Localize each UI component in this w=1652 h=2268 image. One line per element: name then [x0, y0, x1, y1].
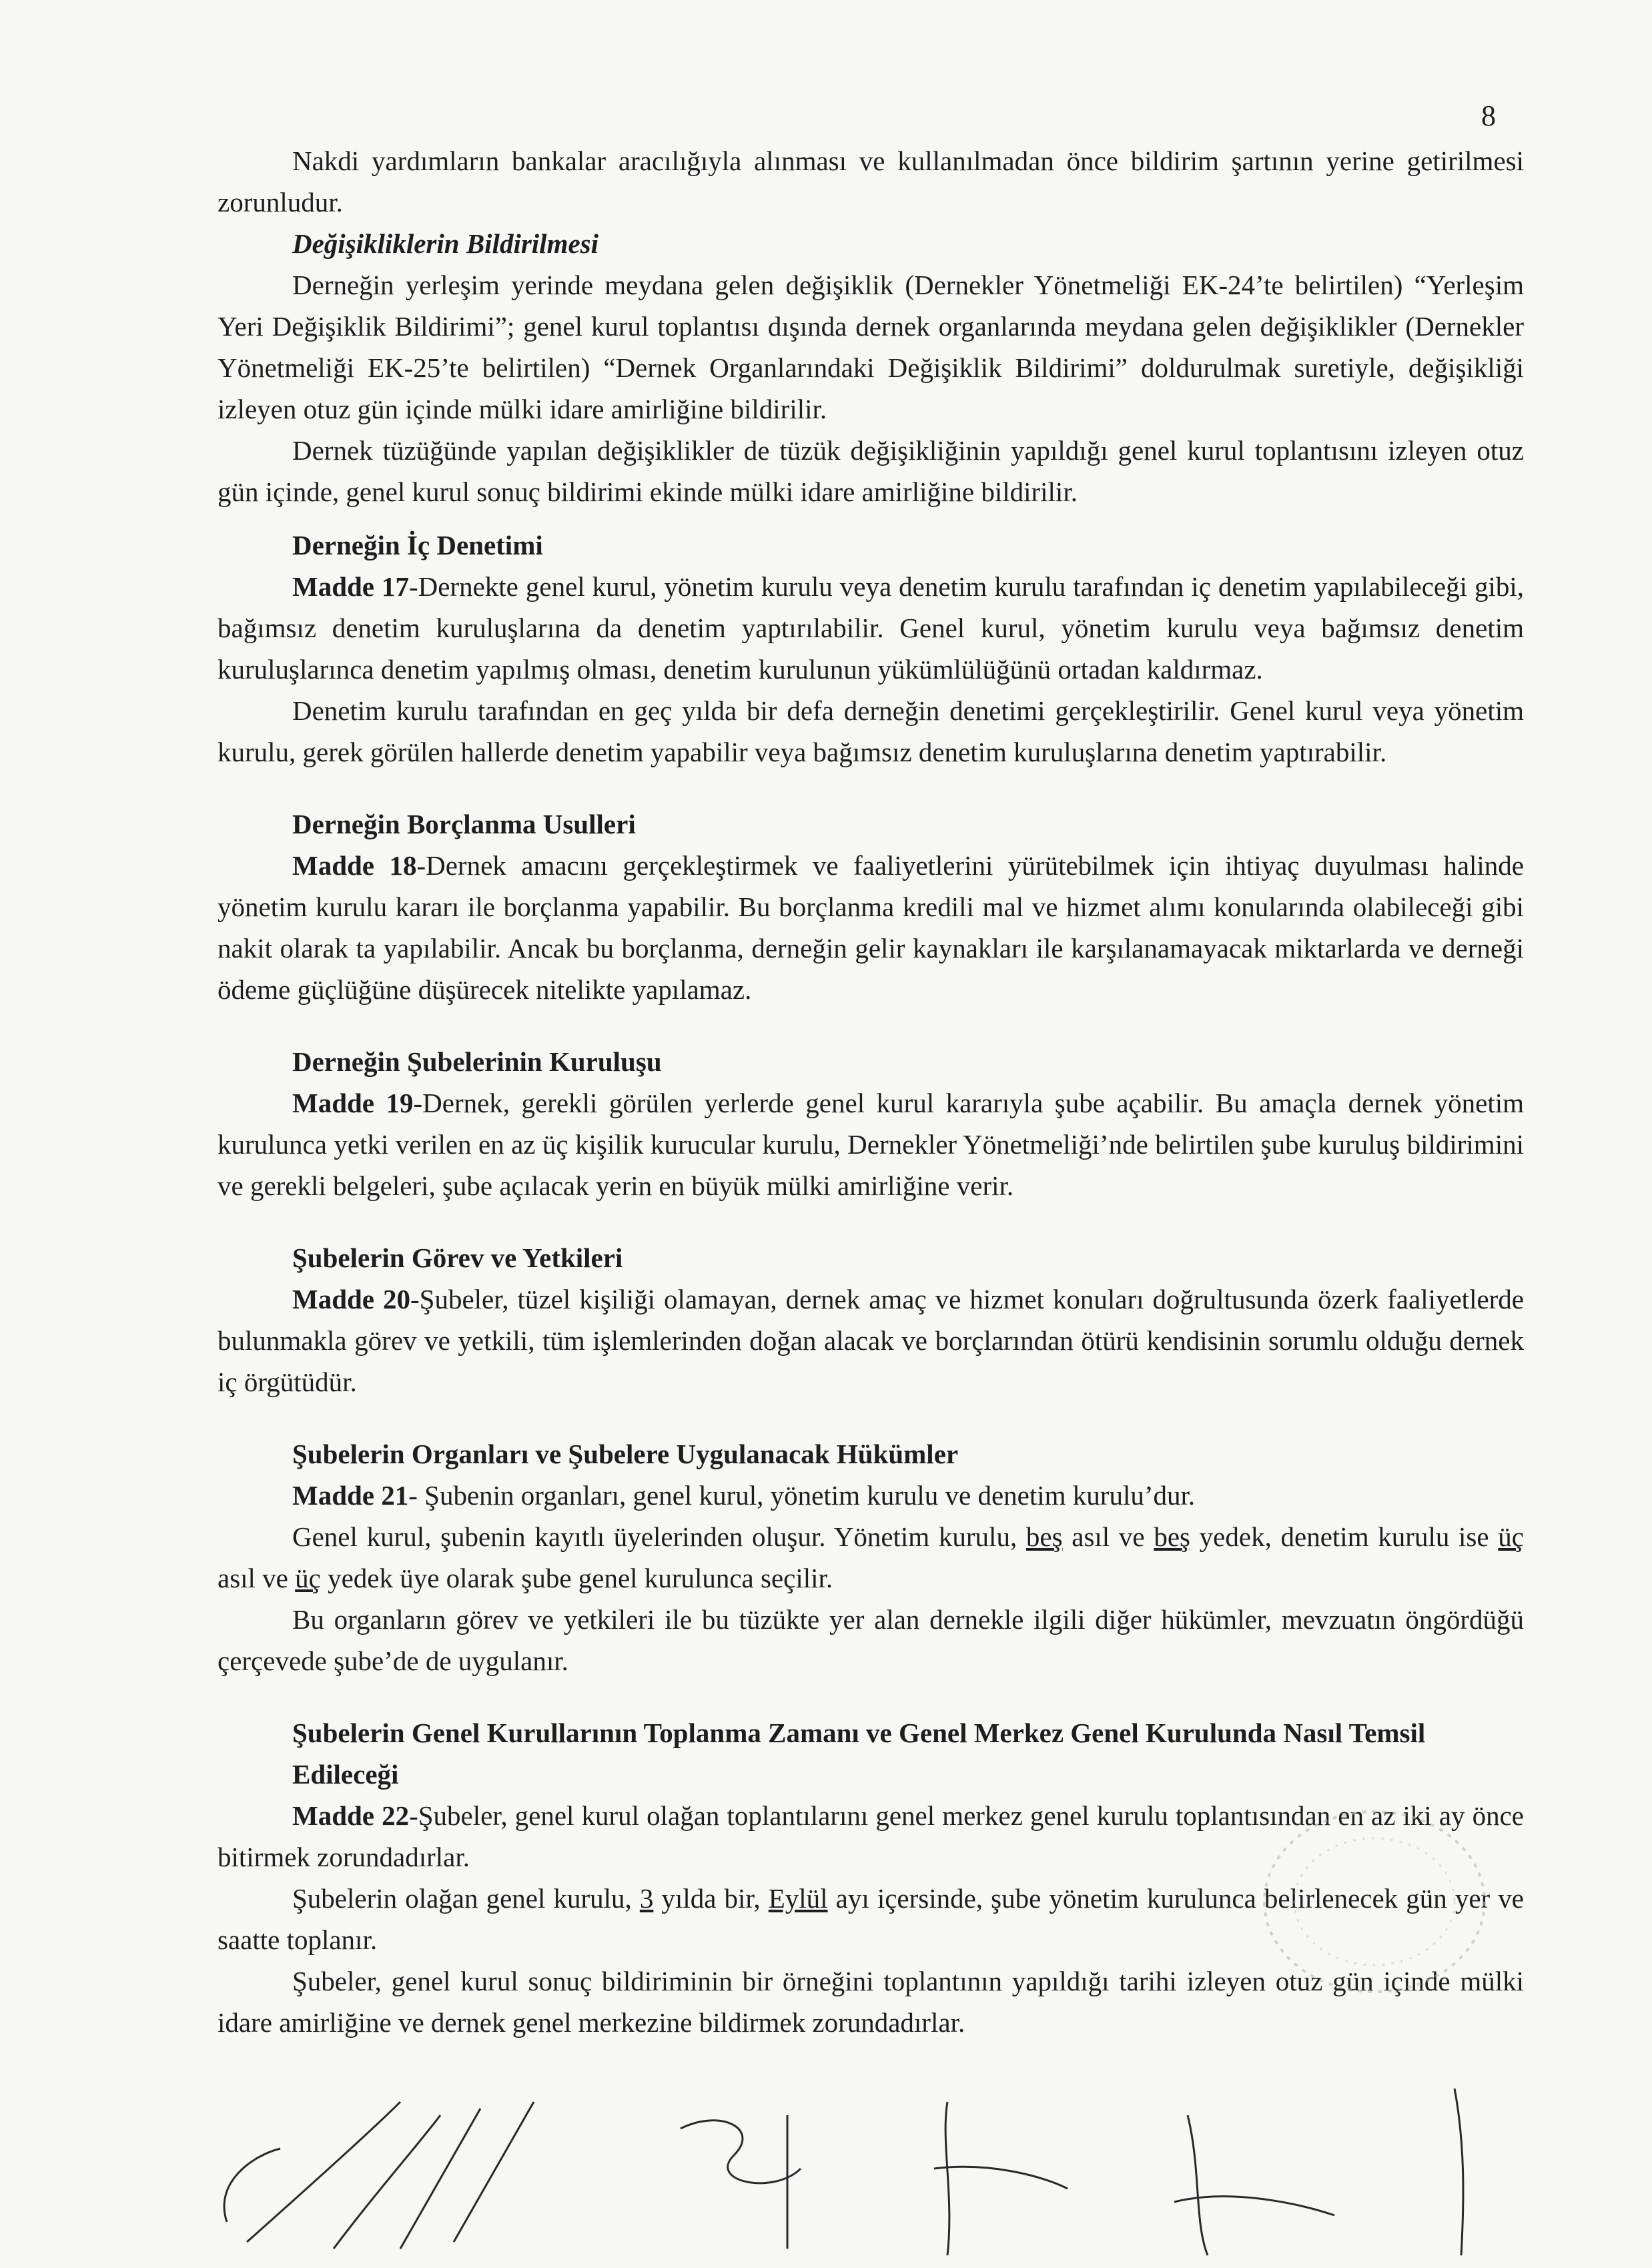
article-18-label: Madde 18	[292, 850, 417, 881]
article-20	[218, 1278, 1524, 1403]
paragraph-organ-gorevleri: Bu organların görev ve yetkileri ile bu tüzükte yer alan dernekle ilgili diğer hükümler, mevzuatın öngördüğü çerçevede şube’de de uygulanır.	[218, 1604, 1524, 1676]
text-fragment: yedek üye olarak şube genel kurulunca seçilir.	[320, 1563, 833, 1593]
heading-sube-genel-kurul: Şubelerin Genel Kurullarının Toplanma Zamanı ve Genel Merkez Genel Kurulunda Nasıl Temsil Edileceği	[292, 1718, 1426, 1790]
article-17	[218, 566, 1524, 690]
article-18	[218, 845, 1524, 1010]
faded-stamp	[1254, 1802, 1495, 2002]
paragraph-tuzuk-degisikligi: Dernek tüzüğünde yapılan değişiklikler de tüzük değişikliğinin yapıldığı genel kurul toplantısını izleyen otuz gün içinde, genel kurul sonuç bildirimi ekinde mülki idare amirliğine bildirilir.	[218, 435, 1524, 507]
article-18-text: -Dernek amacını gerçekleştirmek ve faaliyetlerini yürütebilmek için ihtiyaç duyulması halinde yönetim kurulu kararı ile borçlanma yapabilir. Bu borçlanma kredili mal ve hizmet alımı konularında olabileceği gibi nakit olarak ta yapılabilir. Ancak bu borçlanma, derneğin gelir kaynakları ile karşılanamayacak miktarlarda ve derneği ödeme güçlüğüne düşürecek nitelikte yapılamaz.	[218, 850, 1525, 1005]
text-fragment: Şubelerin olağan genel kurulu,	[292, 1883, 640, 1914]
paragraph-denetim-kurulu: Denetim kurulu tarafından en geç yılda bir defa derneğin denetimi gerçekleştirilir. Genel kurul veya yönetim kurulu, gerek görülen hallerde denetim yapabilir veya bağımsız denetim kuruluşlarına denetim yaptırabilir.	[218, 695, 1524, 767]
underlined-count: beş	[1154, 1521, 1190, 1552]
underlined-count: beş	[1025, 1521, 1063, 1552]
article-22-label: Madde 22	[292, 1800, 410, 1831]
text-fragment: asıl ve	[218, 1563, 296, 1593]
article-19-text: -Dernek, gerekli görülen yerlerde genel kurul kararıyla şube açabilir. Bu amaçla dernek yönetim kurulunca yetki verilen en az üç kişilik kurucular kurulu, Dernekler Yönetmeliği’nde belirtilen şube kuruluş bildirimini ve gerekli belgeleri, şube açılacak yerin en büyük mülki amirliğine verir.	[218, 1088, 1525, 1201]
text-fragment: yedek, denetim kurulu ise	[1190, 1521, 1499, 1552]
article-19-label: Madde 19	[292, 1088, 414, 1118]
article-20-label: Madde 20	[292, 1284, 410, 1314]
paragraph-degisiklik-bildirimi: Derneğin yerleşim yerinde meydana gelen değişiklik (Dernekler Yönetmeliği EK-24’te belirtilen) “Yerleşim Yeri Değişiklik Bildirimi”; genel kurul toplantısı dışında dernek organlarında meydana gelen değişiklikler (Dernekler Yönetmeliği EK-25’te belirtilen) “Dernek Organlarındaki Değişiklik Bildirimi” doldurulmak suretiyle, değişikliği izleyen otuz gün içinde mülki idare amirliğine bildirilir.	[218, 270, 1524, 424]
underlined-month: Eylül	[768, 1883, 828, 1914]
paragraph-sonuc-bildirimi: Şubeler, genel kurul sonuç bildiriminin bir örneğini toplantının yapıldığı tarihi izleyen otuz gün içinde mülki idare amirliğine ve dernek genel merkezine bildirmek zorundadırlar.	[218, 1966, 1524, 2038]
underlined-count: üç	[1498, 1521, 1524, 1552]
heading-degisikliklerin-bildirilmesi: Değişikliklerin Bildirilmesi	[292, 228, 599, 259]
paragraph-sube-kurullar	[218, 1516, 1524, 1599]
text-fragment: Genel kurul, şubenin kayıtlı üyelerinden oluşur. Yönetim kurulu,	[292, 1521, 1026, 1552]
heading-borclanma-usulleri: Derneğin Borçlanma Usulleri	[292, 809, 636, 839]
article-21	[218, 1475, 1524, 1516]
text-fragment: yılda bir,	[653, 1883, 769, 1914]
underlined-year-count: 3	[639, 1883, 654, 1914]
page-number: 8	[1481, 99, 1496, 132]
text-fragment: ayı içersinde, şube yönetim kurulunca belirlenecek gün yer ve saatte toplanır.	[218, 1883, 1524, 1955]
handwritten-signatures	[200, 2089, 1468, 2262]
underlined-count: üç	[295, 1563, 321, 1593]
heading-sube-organlari: Şubelerin Organları ve Şubelere Uygulanacak Hükümler	[292, 1439, 959, 1469]
article-20-text: -Şubeler, tüzel kişiliği olamayan, dernek amaç ve hizmet konuları doğrultusunda özerk faaliyetlerde bulunmakla görev ve yetkili, tüm işlemlerinden doğan alacak ve borçlarından ötürü kendisinin sorumlu olduğu dernek iç örgütüdür.	[218, 1284, 1525, 1397]
article-22-text: -Şubeler, genel kurul olağan toplantılarını genel merkez genel kurulu toplantısından en az iki ay önce bitirmek zorundadırlar.	[218, 1800, 1524, 1872]
document-body	[218, 140, 1524, 2043]
article-17-label: Madde 17	[292, 571, 409, 602]
article-21-label: Madde 21	[292, 1480, 409, 1511]
heading-sube-gorev-yetki: Şubelerin Görev ve Yetkileri	[292, 1242, 623, 1273]
article-21-text: - Şubenin organları, genel kurul, yönetim kurulu ve denetim kurulu’dur.	[408, 1480, 1196, 1511]
paragraph-nakdi-yardim: Nakdi yardımların bankalar aracılığıyla alınması ve kullanılmadan önce bildirim şartının yerine getirilmesi zorunludur.	[218, 145, 1524, 218]
heading-ic-denetim: Derneğin İç Denetimi	[292, 530, 543, 560]
article-19	[218, 1082, 1524, 1206]
article-17-text: -Dernekte genel kurul, yönetim kurulu veya denetim kurulu tarafından iç denetim yapılabileceği gibi, bağımsız denetim kuruluşlarına da denetim yaptırılabilir. Genel kurul, yönetim kurulu veya bağımsız denetim kuruluşlarınca denetim yapılmış olması, denetim kurulunun yükümlülüğünü ortadan kaldırmaz.	[218, 571, 1524, 685]
text-fragment: asıl ve	[1062, 1521, 1154, 1552]
heading-sube-kurulusu: Derneğin Şubelerinin Kuruluşu	[292, 1046, 662, 1077]
